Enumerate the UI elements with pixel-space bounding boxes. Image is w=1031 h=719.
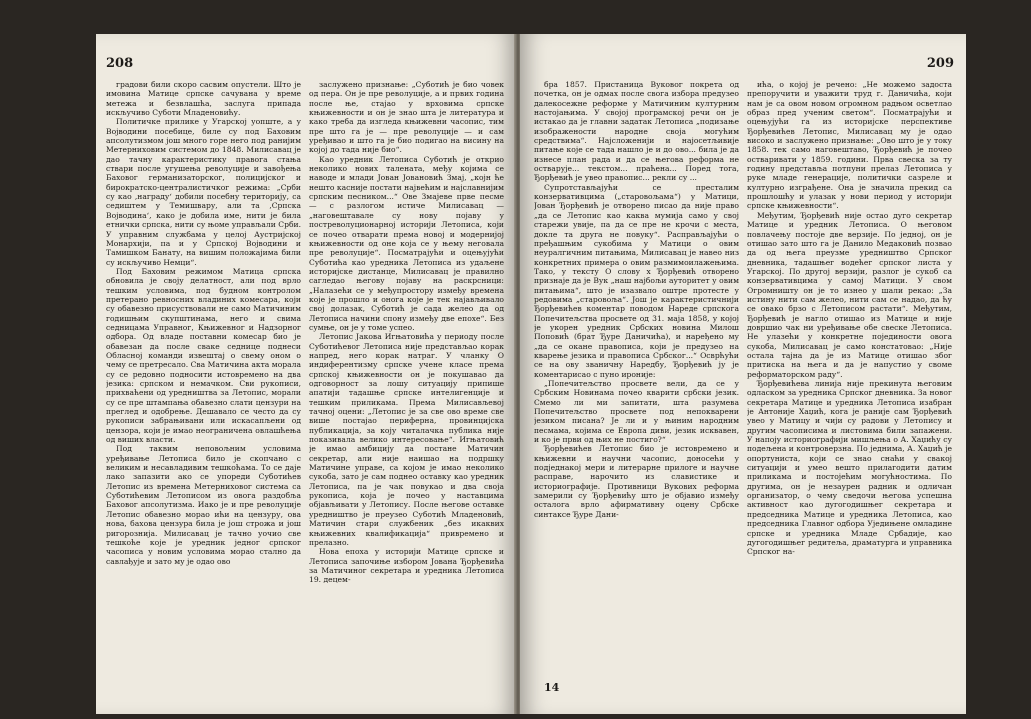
paragraph: Као уредник Летописа Суботић је открио неколико нових талената, међу којима се наводе и млади Јован Јовановић Змај, „којн ће нешто касније постати највећим и најславнијим српским песником...“ Ове Змајеве прве песме — с разлогом истиче Милисавац — „наговештавале су нову појаву у постреволуционарној историји Летописа, који се почео отварати према новој и модернијој књижевности од оне која се у њему неговала пре револуције“. Посматрајући и оцењујући Суботића као уредника Летописа из удаљене историјске дистанце, Милисавац је правилно сагледао његову појаву на раскрсници: „Налазећи се у међупростору између времена које је прошло и онога које је тек најављивало свој долазак, Суботић је сада желео да од Летописа начини спону између две епохе“. Без сумње, он је у томе успео.	[309, 154, 504, 332]
right-column-1	[534, 80, 739, 680]
paragraph: градови били скоро сасвим опустели. Што је имовина Матице српске сачувана у време метежа и безвлашћа, заслуга припада искључиво Суботи Младеновићу.	[106, 80, 301, 118]
paragraph: ића, о којој је речено: „Не можемо задоста препоручити и уважити труд г. Даничића, који нам је са овом новом огромном радњом осветлао образ пред ученим светом“. Посматрајући и оцењујући га из историјске перспективе Ђорђевићев Летопис, Милисавац му је одао високо и заслужено признање: „Ово што је у току 1858. тек само наговештаво, Ђорђевић је почео остваривати у 1859. години. Прва свеска за ту годину представља потпуни прелаз Летописа у руке младе генерације, политички сазреле и културно изграђене. Она је значила прекид са прошлошћу и улазак у нови период у историји српске књижевности“.	[747, 80, 952, 211]
paragraph: Нова епоха у историји Матице српске и Летописа започиње избором Јована Ђорђевића за Матичиног секретара и уредника Летописа 19. децем-	[309, 547, 504, 585]
right-page	[520, 34, 966, 714]
right-column-2	[747, 80, 952, 680]
paragraph: Под таквим неповољним условима уређивање Летописа било је скопчано с великим и несавладивим тешкоћама. То се даје лако запазити ако се упореди Суботићев Летопис из времена Метерниховог система са Суботићевим Летописом из овога раздобља Баховог апсолутизма. Иако је и пре револуције Летопис обавезно морао ићи на цензуру, ова нова, бахова цензура била је још строжа и још ригорознија. Милисавац је тачно уочио све тешкоће које је уредник једног српског часописа у новим условима морао стално да савлађује и зато му је одао ово	[106, 444, 301, 566]
paragraph: Међутим, Ђорђевић није остао дуго секретар Матице и уредник Летописа. О његовом повлачењу постоје две верзије. По једној, он је отишао зато што га је Данило Медаковић позвао да од њега преузме уредништво Српског дневника, тадашњег водећег српског листа у Угарској. По другој верзији, разлог је сукоб са конзервативцима у самој Матици. У свом Огромништу он је то изнео у шали рекао: „За истину нити сам желео, нити сам се надао, да ћу се овако брзо с Летописом растати“. Међутим, Ђорђевић је нагло отишао из Матице и није довршио чак ни уређивање обе свеске Летописа. Не улазећи у конкретне појединости овога сукоба, Милисавац је само констатовао: „Није остала тајна да је из Матице отишао због притиска на њега и да је напустио у своме реформаторском раду“.	[747, 210, 952, 379]
left-page	[96, 34, 516, 714]
paragraph: Ђорђевићев Летопис био је истовремено и књижевни и научни часопис, доносећи у подједнакој мери и литерарне прилоге и научне расправе, нарочито из славистике и историографије. Противници Вукових реформа замерили су Ђорђевићу што је објавио између осталога врло афирмативну оцену Србске синтаксе Ђуре Дани-	[534, 444, 739, 519]
paragraph: Под Баховим режимом Матица српска обновила је своју делатност, али под врло тешким условима, под будном контролом претерано ревносних владиних комесара, који су обавезно присуствовали не само Матичиним годишњим скупштинама, него и свима седницама Управног, Књижевног и Надзорног одбора. Од владе поставни комесар био је обавезан да после сваке седнице поднеси Обласној команди извештај о свему оном о чему се претресало. Сва Матичина акта морала су се редовно подносити истовремено на два језика: српском и немачком. Сви рукописи, прихваћени од уредништва за Летопис, морали су се пре штампања обавезно слати цензури на преглед и одобрење. Дешавало се често да су рукописи забрањивани или искасапљени од цензора, који је имао неограничена овлашћења од виших власти.	[106, 266, 301, 445]
left-column-2	[309, 80, 504, 680]
paragraph: заслужено признање: „Суботић је био човек од пера. Он је пре револуције, а и првих година после ње, стајао у врховима српске књижевности и он је знао шта је литература и како треба да изгледа књижевни часопис, тим пре што га је — пре револуције — и сам уређивао и што га је био подигао на висину на којој до тада није био“.	[309, 80, 504, 155]
left-page-number: 208	[106, 56, 134, 71]
paragraph: Супротстављајући се престалим конзервативцима („старовољама“) у Матици, Јован Ђорђевић је отворено писао да није право „да се Летопис као каква мумија само у свој старежи увије, па да се пре не крочи с места, докле та друга не повуку“. Расправљајући о пређашњим сукобима у Матици о овим неуралгичним питањима, Милисавац је навео низ конкретних примера о овим размимоилажењима. Тако, у тексту О слову х Ђорђевић отворено признаје да је Вук „наш најбољи ауторитет у овим питањима“, што је изазвало оштре протесте у редовима „старовоља“. Још је карактеристичнији Ђорђевићев коментар поводом Нареде српскога Попечитељства просвете од 31. маја 1858, у којој је укорен уредник Србских новина Милош Поповић (брат Ђуре Даничића), и наређено му „да се окане правописа, који је предузео на кварење језика и правописа Србског...“ Осврћући се на ову званичну Наредбу, Ђорђевић ју је коментарисао с пуно ироније:	[534, 182, 739, 379]
left-column-1	[106, 80, 301, 680]
paragraph: Ђорђевићева линија није прекинута његовим одласком за уредника Српског дневника. За новог секретара Матице и уредника Летописа изабран је Антоније Хаџић, кога је раније сам Ђорђевић увео у Матицу и чији су радови у Летопису и другим часописима и листовима били запажени. У напоју историографији мишљења о А. Хаџићу су подељена и контроверзна. По једнима, А. Хаџић је опортуниста, који се знао снаћи у свакој ситуацији и умео вешто прилагодити датим приликама и постојећим могућностима. По другима, он је незаурен радник и одличан организатор, о чему сведочи његова успешна активност као дугогодишњег секретара и председника Матице и уредника Летописа, као председника Главног одбора Уједињене омладине српске и уредника Младе Србадије, као дугогодишњег редитеља, драматурга и управника Српског на-	[747, 379, 952, 557]
left-page-columns	[106, 80, 504, 680]
signature-mark: 14	[544, 681, 560, 694]
paragraph: „Попечитељство просвете вели, да се у Србским Новинама почео кварити србски језик. Смемо ли ми запитати, шта разумева Попечитељство просвете под непокварени језиком писана? Је ли и у њиним народним песмама, којима се Европа диви, језик исквавен, и ко је први од њих не постиго?“	[534, 379, 739, 445]
paragraph: бра 1857. Пристаница Вуковог покрета од почетка, он је одмах после свога избора предузео далекосежне реформе у Матичиним културним настојањима. У својој програмској речи он је истакао да је главни задатак Летописа „подизање изображености народне своја могућим средствима“. Најсложенији и најосетљивије питање које се тада нашло је и до ово... била је да изнесе план рада и да се његова реформа не остварује... текстом... праћена... Поред тога, Ђорђевић је увео правопис... рекли су ...	[534, 80, 739, 183]
paragraph: Летопис Јакова Игњатовића у периоду после Суботићевог Летописа није представљао корак напред, него корак натраг. У чланку О индиферентизму српске учене класе према српској књижевности он је покушавао да одговорност за лошу ситуацију припише апатији тадашње српске интелигенције и тешким приликама. Према Милисављевој тачној оцени: „Летопис је за све ово време све више постајао периферна, провинцијска публикација, за коју читалачка публика није показивала велико интересовање“. Игњатовић је имао амбицију да постане Матичин секретар, али није наишао на подршку Матичине управе, са којом је имао неколико сукоба, зато је сам поднео оставку као уредник Летописа, па је чак повукао и два своја рукописа, која је почео у наставцима објављивати у Летопису. После његове оставке уредништво је преузео Суботић Младеновић, Матичин стари службеник „без икаквих књижевних квалификација“ привремено и прелазно.	[309, 332, 504, 547]
right-page-number: 209	[926, 56, 954, 71]
right-page-columns	[534, 80, 952, 680]
paragraph: Политичке прилике у Угарској уопште, а у Војводини посебице, биле су под Баховим апсолутизмом још много горе него под ранијим Метерниховим системом до 1848. Милисавац је дао тачну карактеристику правога стања ствари после угушења револуције и завођења Баховог германизаторског, полицијског и бирократско-централистичког режима: „Срби су као ,награду‘ добили посебну територију, са седиштем у Темишвару, али та ,Српска Војводина‘, како је добила име, нити је била етнички српска, нити су њоме управљали Срби. У управним службама у целој Аустријској Монархији, па и у Српској Војводини и Тамишком Банату, на вишим положајима били су искључиво Немци“.	[106, 117, 301, 267]
